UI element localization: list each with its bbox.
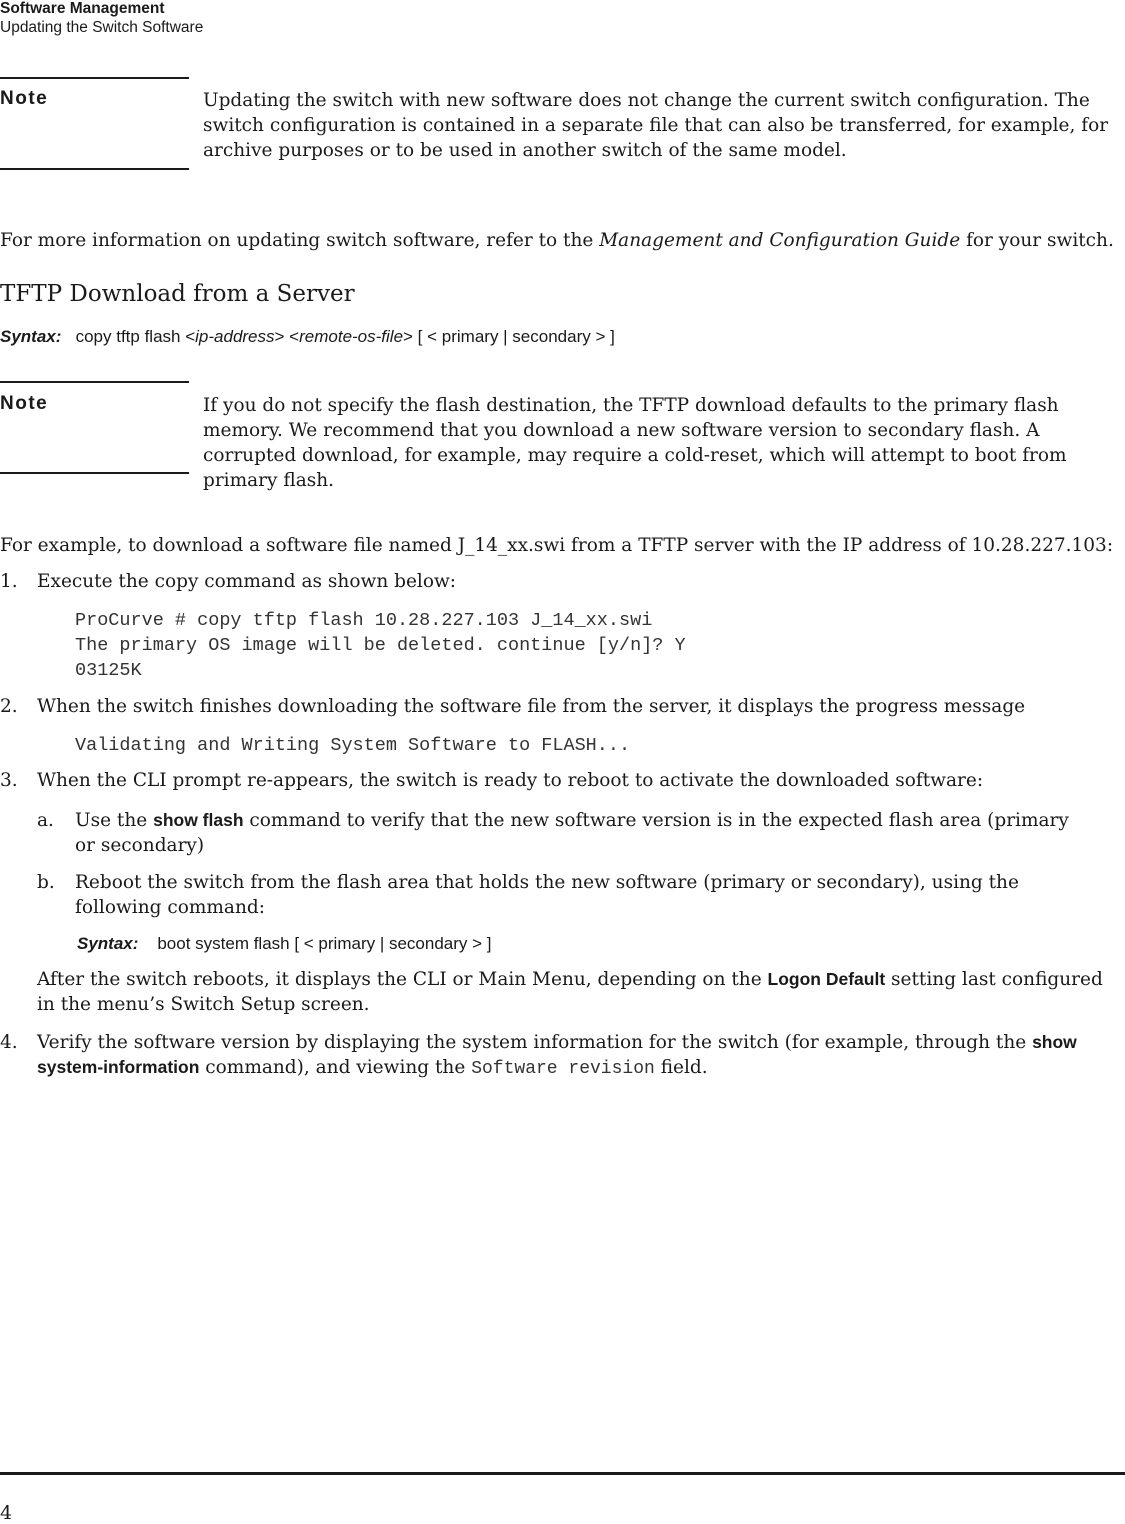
syntax-command: copy tftp flash < [75, 327, 196, 346]
step-text [37, 1030, 1125, 1082]
syntax-tail: > [ < primary | secondary > ] [403, 327, 615, 346]
step-number: 1. [0, 571, 18, 592]
step-number: 2. [0, 696, 18, 717]
more-info-paragraph [0, 228, 1114, 253]
guide-title: Management and Configuration Guide [599, 230, 961, 251]
step-number: 3. [0, 770, 18, 791]
command-show-flash: show flash [153, 810, 244, 830]
syntax-arg-ip: ip-address [195, 327, 275, 346]
code-line: ProCurve # copy tftp flash 10.28.227.103 J_14_xx.swi [75, 610, 653, 631]
substep-text: Reboot the switch from the flash area that holds the new software (primary or secondary), using the following command: [75, 872, 1019, 918]
running-header-section: Software Management [0, 0, 165, 17]
syntax-copy-tftp [0, 326, 615, 348]
note-bottom-rule [0, 472, 189, 474]
syntax-separator: > < [274, 327, 300, 346]
step-text: When the CLI prompt re-appears, the switch is ready to reboot to activate the downloaded software: [37, 770, 984, 791]
note-top-rule [0, 381, 189, 383]
step-text: When the switch finishes downloading the software file from the server, it displays the progress message [37, 696, 1026, 717]
running-header-subsection: Updating the Switch Software [0, 19, 204, 36]
step4-after: field. [654, 1057, 708, 1078]
step-text: Execute the copy command as shown below: [37, 571, 457, 592]
after-reboot-after: setting last configured in the menu’s Switch Setup screen. [37, 969, 1103, 1015]
code-line: 03125K [75, 660, 142, 681]
page-number: 4 [0, 1502, 13, 1524]
field-software-revision: Software revision [471, 1059, 655, 1079]
code-line: Validating and Writing System Software to FLASH... [75, 735, 631, 756]
substep-text-after: command to verify that the new software version is in the expected flash area (primary or secondary) [75, 810, 1069, 856]
syntax-boot-system [77, 933, 492, 955]
after-reboot-before: After the switch reboots, it displays the CLI or Main Menu, depending on the [37, 969, 768, 990]
step4-before: Verify the software version by displaying the system information for the switch (for example, through the [37, 1032, 1033, 1053]
note-label: Note [0, 88, 49, 109]
substep-text-before: Use the [75, 810, 154, 831]
note-bottom-rule [0, 168, 189, 170]
example-intro: For example, to download a software file named J_14_xx.swi from a TFTP server with the IP address of 10.28.227.103: [0, 535, 1114, 556]
after-reboot-text [37, 967, 1125, 1017]
note-body: Updating the switch with new software does not change the current switch configuration. The switch configuration is contained in a separate file that can also be transferred, for example, for archive purposes or to be used in another switch of the same model. [203, 90, 1109, 161]
more-info-text-before: For more information on updating switch software, refer to the [0, 230, 600, 251]
note-label: Note [0, 393, 49, 414]
substep-label: b. [37, 872, 55, 893]
command-show-system-information: show system-information [37, 1032, 1077, 1077]
syntax-command: boot system flash [ < primary | secondary > ] [157, 934, 492, 953]
syntax-keyword: Syntax: [0, 327, 62, 346]
substep-text [75, 808, 1085, 858]
code-line: The primary OS image will be deleted. continue [y/n]? Y [75, 635, 686, 656]
footer-rule [0, 1472, 1125, 1475]
note-body: If you do not specify the flash destination, the TFTP download defaults to the primary flash memory. We recommend that you download a new software version to secondary flash. A corrupted download, for example, may require a cold-reset, which will attempt to boot from primary flash. [203, 395, 1067, 491]
more-info-text-after: for your switch. [960, 230, 1114, 251]
section-heading: TFTP Download from a Server [0, 281, 355, 307]
step4-mid: command), and viewing the [199, 1057, 472, 1078]
note-top-rule [0, 77, 189, 79]
setting-logon-default: Logon Default [767, 969, 886, 989]
syntax-arg-file: remote-os-file [299, 327, 404, 346]
syntax-keyword: Syntax: [77, 934, 139, 953]
substep-label: a. [37, 810, 54, 831]
step-number: 4. [0, 1032, 18, 1053]
